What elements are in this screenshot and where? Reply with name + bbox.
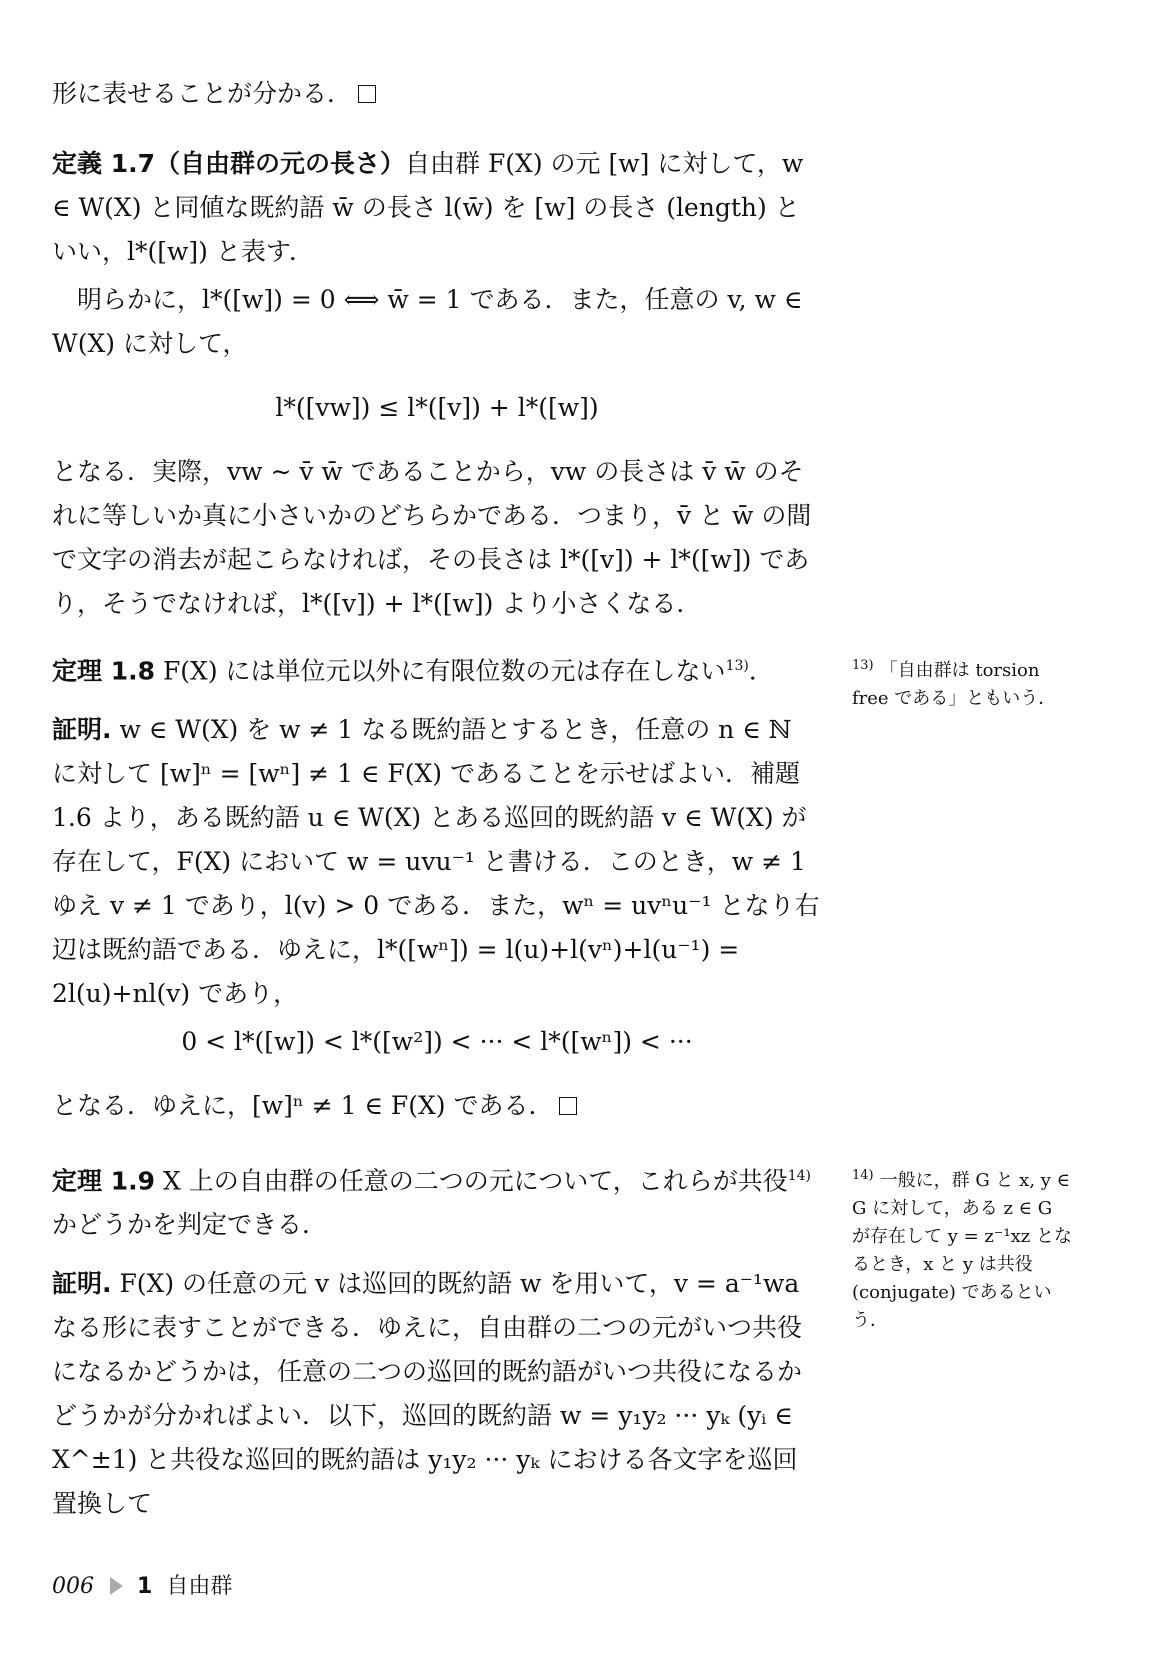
chain-inequality-display: 0 < l*([w]) < l*([w²]) < ··· < l*([wⁿ]) < ··· [181, 1027, 693, 1056]
paragraph-intro: 形に表せることが分かる． [52, 72, 822, 116]
chapter-number: 1 [137, 1574, 153, 1599]
inequality-display: l*([vw]) ≤ l*([v]) + l*([w]) [275, 393, 599, 422]
qed-box-icon [559, 1097, 577, 1115]
proof-label: 証明. [52, 1269, 112, 1298]
footnote-mark-13: 13) [725, 658, 749, 674]
theorem-label: 定理 1.8 [52, 656, 155, 686]
definition-label: 定義 1.7（自由群の元の長さ） [52, 149, 405, 178]
theorem-body: X 上の自由群の任意の二つの元について，これらが共役 [162, 1166, 788, 1196]
footnote-14 [852, 1162, 1074, 1335]
theorem-1-9: 定理 1.9 X 上の自由群の任意の二つの元について，これらが共役$^{14)}$かどうかを判定できる． [52, 1166, 811, 1240]
paragraph-explanation: となる．実際，vw ∼ v̄ w̄ であることから，vw の長さは v̄ w̄ のそれに等しいか真に小さいかのどちらかである．つまり，v̄ と w̄ の間で文字の消去が起こらなければ，その長さは l*([v]) + l*([w]) であり，そうでなければ，l*([v]) + l*([w]) より小さくなる． [52, 457, 812, 618]
proof-label: 証明. [52, 715, 112, 744]
page-number: 006 [52, 1574, 94, 1599]
definition-1-7 [52, 142, 822, 274]
footnote-number: 14) [852, 1168, 874, 1183]
footnote-mark-14: 14) [787, 1168, 811, 1184]
page-footer [52, 1572, 232, 1602]
proof-theorem-1-8 [52, 708, 822, 1016]
footnote-text: 一般に，群 G と x, y ∈ G に対して，ある z ∈ G が存在して y = z⁻¹xz となるとき，x と y は共役 (conjugate) であるという． [852, 1170, 1072, 1331]
paragraph-conclusion: となる．ゆえに，[w]ⁿ ≠ 1 ∈ F(X) である． [52, 1084, 822, 1128]
definition-body: 自由群 F(X) の元 [w] に対して，w ∈ W(X) と同値な既約語 w̄ の長さ l(w̄) を [w] の長さ (length) といい，l*([w]) と表す． [52, 149, 804, 266]
theorem-label: 定理 1.9 [52, 1166, 155, 1196]
triangle-right-icon [110, 1577, 123, 1595]
proof-theorem-1-9 [52, 1262, 822, 1526]
proof-body: F(X) の任意の元 v は巡回的既約語 w を用いて，v = a⁻¹wa なる形に表すことができる．ゆえに，自由群の二つの元がいつ共役になるかどうかは，任意の二つの巡回的既約語がいつ共役になるかどうかが分かればよい．以下，巡回的既約語 w = y₁y₂ ··· yₖ (yᵢ ∈ X^±1) と共役な巡回的既約語は y₁y₂ ··· yₖ における各文字を巡回置換して [52, 1269, 803, 1518]
proof-body: w ∈ W(X) を w ≠ 1 なる既約語とするとき，任意の n ∈ ℕ に対して [w]ⁿ = [wⁿ] ≠ 1 ∈ F(X) であることを示せばよい．補題 1.6 より，ある既約語 u ∈ W(X) とある巡回的既約語 v ∈ W(X) が存在して，F(X) において w = uvu⁻¹ と書ける．このとき，w ≠ 1 ゆえ v ≠ 1 であり，l(v) > 0 である．また，wⁿ = uvⁿu⁻¹ となり右辺は既約語である．ゆえに，l*([wⁿ]) = l(u)+l(vⁿ)+l(u⁻¹) = 2l(u)+nl(v) であり， [52, 715, 820, 1008]
footnote-number: 13) [852, 658, 874, 673]
chapter-title: 自由群 [166, 1574, 233, 1599]
theorem-1-8: 定理 1.8 F(X) には単位元以外に有限位数の元は存在しない$^{13)}$． [52, 656, 774, 686]
paragraph-obvious: 明らかに，l*([w]) = 0 ⟺ w̄ = 1 である．また，任意の v, w ∈ W(X) に対して， [52, 285, 803, 358]
footnote-13 [852, 652, 1074, 713]
footnote-text: 「自由群は torsion free である」ともいう． [852, 660, 1057, 709]
qed-box-icon [358, 85, 376, 103]
theorem-body: F(X) には単位元以外に有限位数の元は存在しない [162, 656, 726, 686]
